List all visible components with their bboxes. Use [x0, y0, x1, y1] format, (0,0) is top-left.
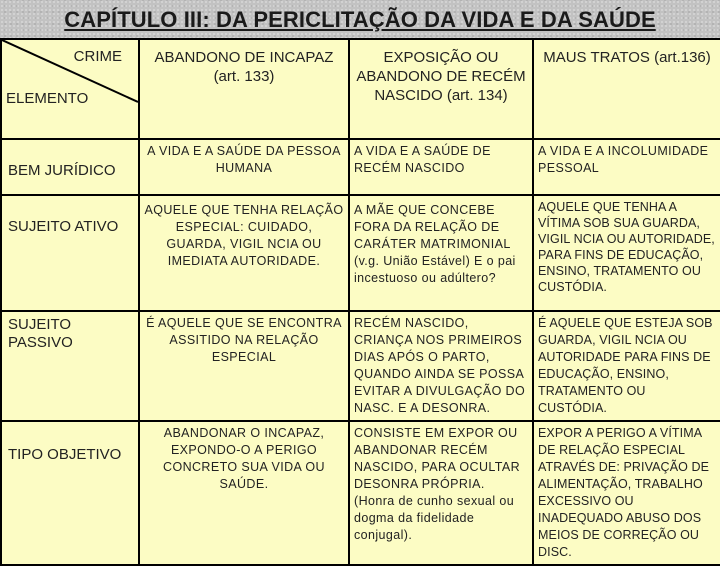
table-row: [1, 311, 720, 421]
row-label-bem-juridico: BEM JURÍDICO: [1, 139, 139, 195]
table-cell: ABANDONAR O INCAPAZ, EXPONDO-O A PERIGO CONCRETO SUA VIDA OU SAÚDE.: [139, 421, 349, 565]
table-row: [1, 139, 720, 195]
header-maus-tratos: MAUS TRATOS (art.136): [533, 39, 720, 139]
table-cell: A VIDA E A SAÚDE DA PESSOA HUMANA: [139, 139, 349, 195]
header-abandono-incapaz: ABANDONO DE INCAPAZ (art. 133): [139, 39, 349, 139]
header-crime-label: CRIME: [73, 48, 122, 65]
table-cell: AQUELE QUE TENHA RELAÇÃO ESPECIAL: CUIDADO, GUARDA, VIGIL NCIA OU IMEDIATA AUTORIDADE.: [139, 195, 349, 311]
header-exposicao-recem-nascido: EXPOSIÇÃO OU ABANDONO DE RECÉM NASCIDO (art. 134): [349, 39, 533, 139]
table-cell: EXPOR A PERIGO A VÍTIMA DE RELAÇÃO ESPECIAL ATRAVÉS DE: PRIVAÇÃO DE ALIMENTAÇÃO, TRABALHO EXCESSIVO OU INADEQUADO ABUSO DOS MEIOS DE CORREÇÃO OU DISC.: [533, 421, 720, 565]
page-title: CAPÍTULO III: DA PERICLITAÇÃO DA VIDA E DA SAÚDE: [64, 7, 656, 32]
header-row: [1, 39, 720, 139]
row-label-sujeito-ativo: SUJEITO ATIVO: [1, 195, 139, 311]
comparison-table: [0, 38, 720, 566]
row-label-tipo-objetivo: TIPO OBJETIVO: [1, 421, 139, 565]
table-cell: A VIDA E A INCOLUMIDADE PESSOAL: [533, 139, 720, 195]
table-cell: A MÃE QUE CONCEBE FORA DA RELAÇÃO DE CARÁTER MATRIMONIAL (v.g. União Estável) E o pai incestuoso ou adúltero?: [349, 195, 533, 311]
table-row: [1, 421, 720, 565]
row-label-sujeito-passivo: SUJEITO PASSIVO: [1, 311, 139, 421]
header-elemento-label: ELEMENTO: [6, 90, 89, 107]
header-corner-cell: [1, 39, 139, 139]
table-cell: RECÉM NASCIDO, CRIANÇA NOS PRIMEIROS DIAS APÓS O PARTO, QUANDO AINDA SE POSSA EVITAR A DIVULGAÇÃO DO NASC. E A DESONRA.: [349, 311, 533, 421]
table-cell: CONSISTE EM EXPOR OU ABANDONAR RECÉM NASCIDO, PARA OCULTAR DESONRA PRÓPRIA. (Honra de cunho sexual ou dogma da fidelidade conjugal).: [349, 421, 533, 565]
table-row: [1, 195, 720, 311]
table-cell: É AQUELE QUE SE ENCONTRA ASSITIDO NA RELAÇÃO ESPECIAL: [139, 311, 349, 421]
table-cell: A VIDA E A SAÚDE DE RECÉM NASCIDO: [349, 139, 533, 195]
table-cell: AQUELE QUE TENHA A VÍTIMA SOB SUA GUARDA, VIGIL NCIA OU AUTORIDADE, PARA FINS DE EDUCAÇÃO, ENSINO, TRATAMENTO OU CUSTÓDIA.: [533, 195, 720, 311]
table-cell: É AQUELE QUE ESTEJA SOB GUARDA, VIGIL NCIA OU AUTORIDADE PARA FINS DE EDUCAÇÃO, ENSINO, TRATAMENTO OU CUSTÓDIA.: [533, 311, 720, 421]
